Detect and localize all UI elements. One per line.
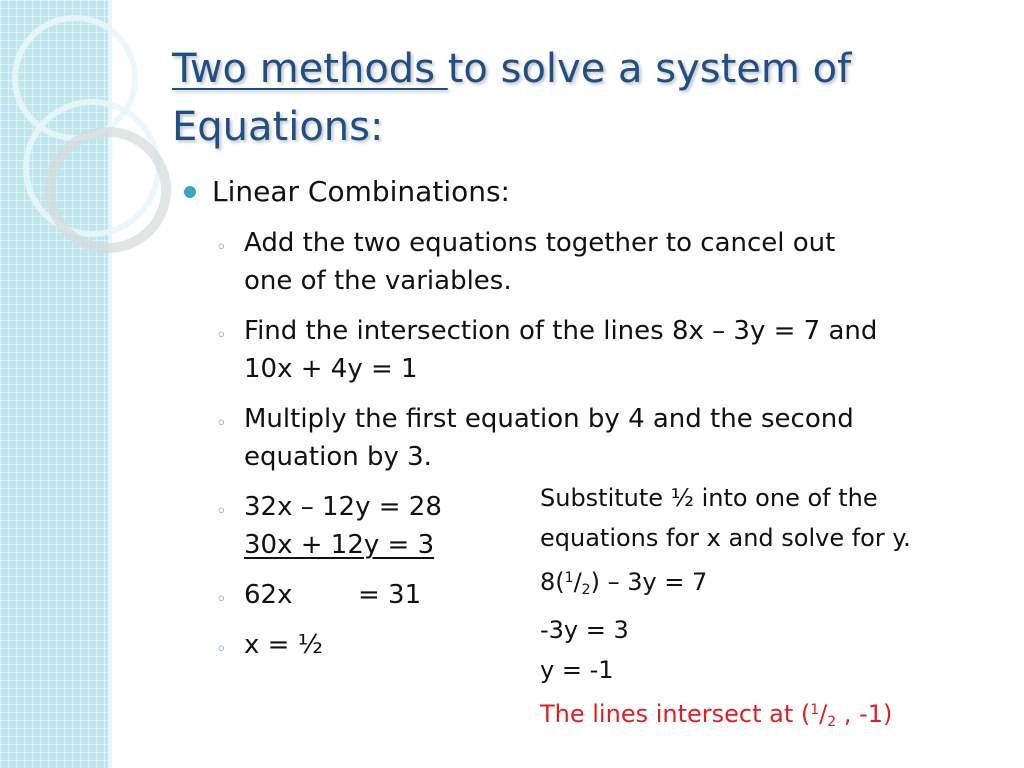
panel-line: -3y = 3	[540, 616, 629, 644]
section-label: Linear Combinations:	[212, 175, 510, 208]
fraction-numerator: 1	[810, 702, 820, 718]
ring-bullet-icon: ◦	[216, 413, 227, 434]
section-heading	[212, 174, 510, 210]
ring-bullet-icon: ◦	[216, 501, 227, 522]
ring-bullet-icon: ◦	[216, 589, 227, 610]
item-text: Add the two equations together to cancel out	[244, 228, 836, 258]
sum-left: 62x	[244, 580, 293, 610]
fraction-slash: /	[573, 568, 582, 596]
ring-bullet-icon: ◦	[216, 325, 227, 346]
deco-arc-outer	[15, 18, 135, 138]
title-rest: to solve a system of	[447, 46, 852, 92]
panel-line: Substitute ½ into one of the	[540, 484, 878, 512]
answer-suffix: , -1)	[836, 700, 893, 728]
intersection-answer	[540, 690, 1000, 742]
item-text: 10x + 4y = 1	[244, 354, 418, 384]
panel-equation	[540, 558, 1000, 610]
sum-right: = 31	[358, 580, 422, 610]
fraction-numerator: 1	[564, 570, 574, 586]
bullet-dot-icon	[184, 186, 196, 198]
substitution-panel	[540, 478, 1000, 742]
panel-line: y = -1	[540, 656, 614, 684]
fraction-slash: /	[819, 700, 828, 728]
ring-bullet-icon: ◦	[216, 639, 227, 660]
item-text: Multiply the first equation by 4 and the second	[244, 404, 854, 434]
answer-prefix: The lines intersect at (	[540, 700, 811, 728]
list-item-sum	[216, 576, 524, 614]
title-line-2: Equations:	[172, 104, 384, 150]
item-text: equation by 3.	[244, 442, 432, 472]
eq-suffix: ) – 3y = 7	[590, 568, 708, 596]
fraction-denominator: 2	[581, 582, 591, 598]
ring-bullet-icon: ◦	[216, 237, 227, 258]
deco-arc-middle	[26, 102, 158, 234]
item-text: Find the intersection of the lines 8x – 3y = 7 and	[244, 316, 878, 346]
equation-1: 32x – 12y = 28	[244, 492, 442, 522]
list-item-multiply	[216, 400, 984, 476]
equation-2: 30x + 12y = 3	[244, 530, 435, 560]
fraction-denominator: 2	[827, 714, 837, 730]
x-value: x = ½	[244, 630, 323, 660]
eq-prefix: 8(	[540, 568, 565, 596]
list-item-find-intersection	[216, 312, 984, 388]
list-item-x-value	[216, 626, 524, 664]
panel-line: equations for x and solve for y.	[540, 524, 911, 552]
slide-title	[172, 40, 972, 156]
item-text: one of the variables.	[244, 266, 512, 296]
title-underlined-part: Two methods	[172, 46, 448, 92]
list-item-add-equations	[216, 224, 984, 300]
list-item-equations	[216, 488, 524, 564]
